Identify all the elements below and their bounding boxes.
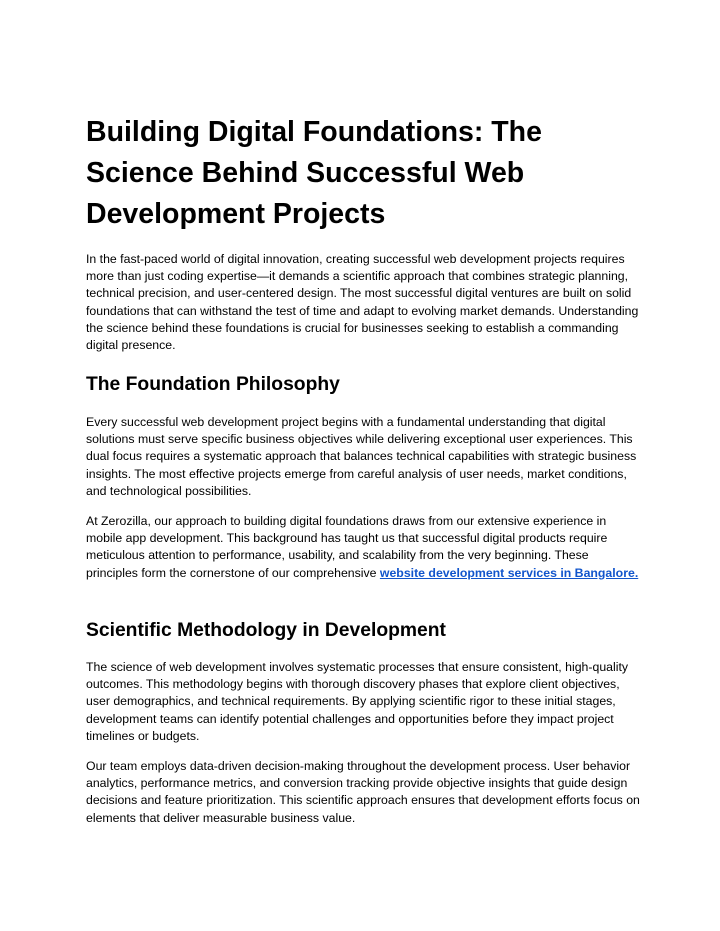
methodology-paragraph-1: The science of web development involves systematic processes that ensure consistent, high-quality outcomes. This methodology begins with thorough discovery phases that explore client objectives, user demographics, and technical requirements. By applying scientific rigor to these initial stages, development teams can identify potential challenges and opportunities before they impact project timelines or budgets. [86,660,629,743]
document-page [86,112,642,825]
section-heading-foundation-philosophy: The Foundation Philosophy [86,374,340,395]
foundation-paragraph-2 [86,513,642,582]
section-heading-scientific-methodology: Scientific Methodology in Development [86,620,446,641]
page-title: Building Digital Foundations: The Science Behind Successful Web Development Projects [86,116,542,230]
foundation-paragraph-2-text: At Zerozilla, our approach to building digital foundations draws from our extensive experience in mobile app development. This background has taught us that successful digital products require meticulous attention to performance, usability, and scalability from the very beginning. These principles form the cornerstone of our comprehensive [86,514,608,580]
website-development-services-link[interactable]: website development services in Bangalore. [379,565,639,580]
methodology-paragraph-2: Our team employs data-driven decision-making throughout the development process. User behavior analytics, performance metrics, and conversion tracking provide objective insights that guide design decisions and feature prioritization. This scientific approach ensures that development efforts focus on elements that deliver measurable business value. [86,759,640,825]
foundation-paragraph-1: Every successful web development project begins with a fundamental understanding that digital solutions must serve specific business objectives while delivering exceptional user experiences. This dual focus requires a systematic approach that balances technical capabilities with strategic business insights. The most effective projects emerge from careful analysis of user needs, market conditions, and technological possibilities. [86,415,637,498]
intro-paragraph: In the fast-paced world of digital innovation, creating successful web development projects requires more than just coding expertise—it demands a scientific approach that combines strategic planning, technical precision, and user-centered design. The most successful digital ventures are built on solid foundations that can withstand the test of time and adapt to evolving market demands. Understanding the science behind these foundations is crucial for businesses seeking to establish a commanding digital presence. [86,252,639,353]
